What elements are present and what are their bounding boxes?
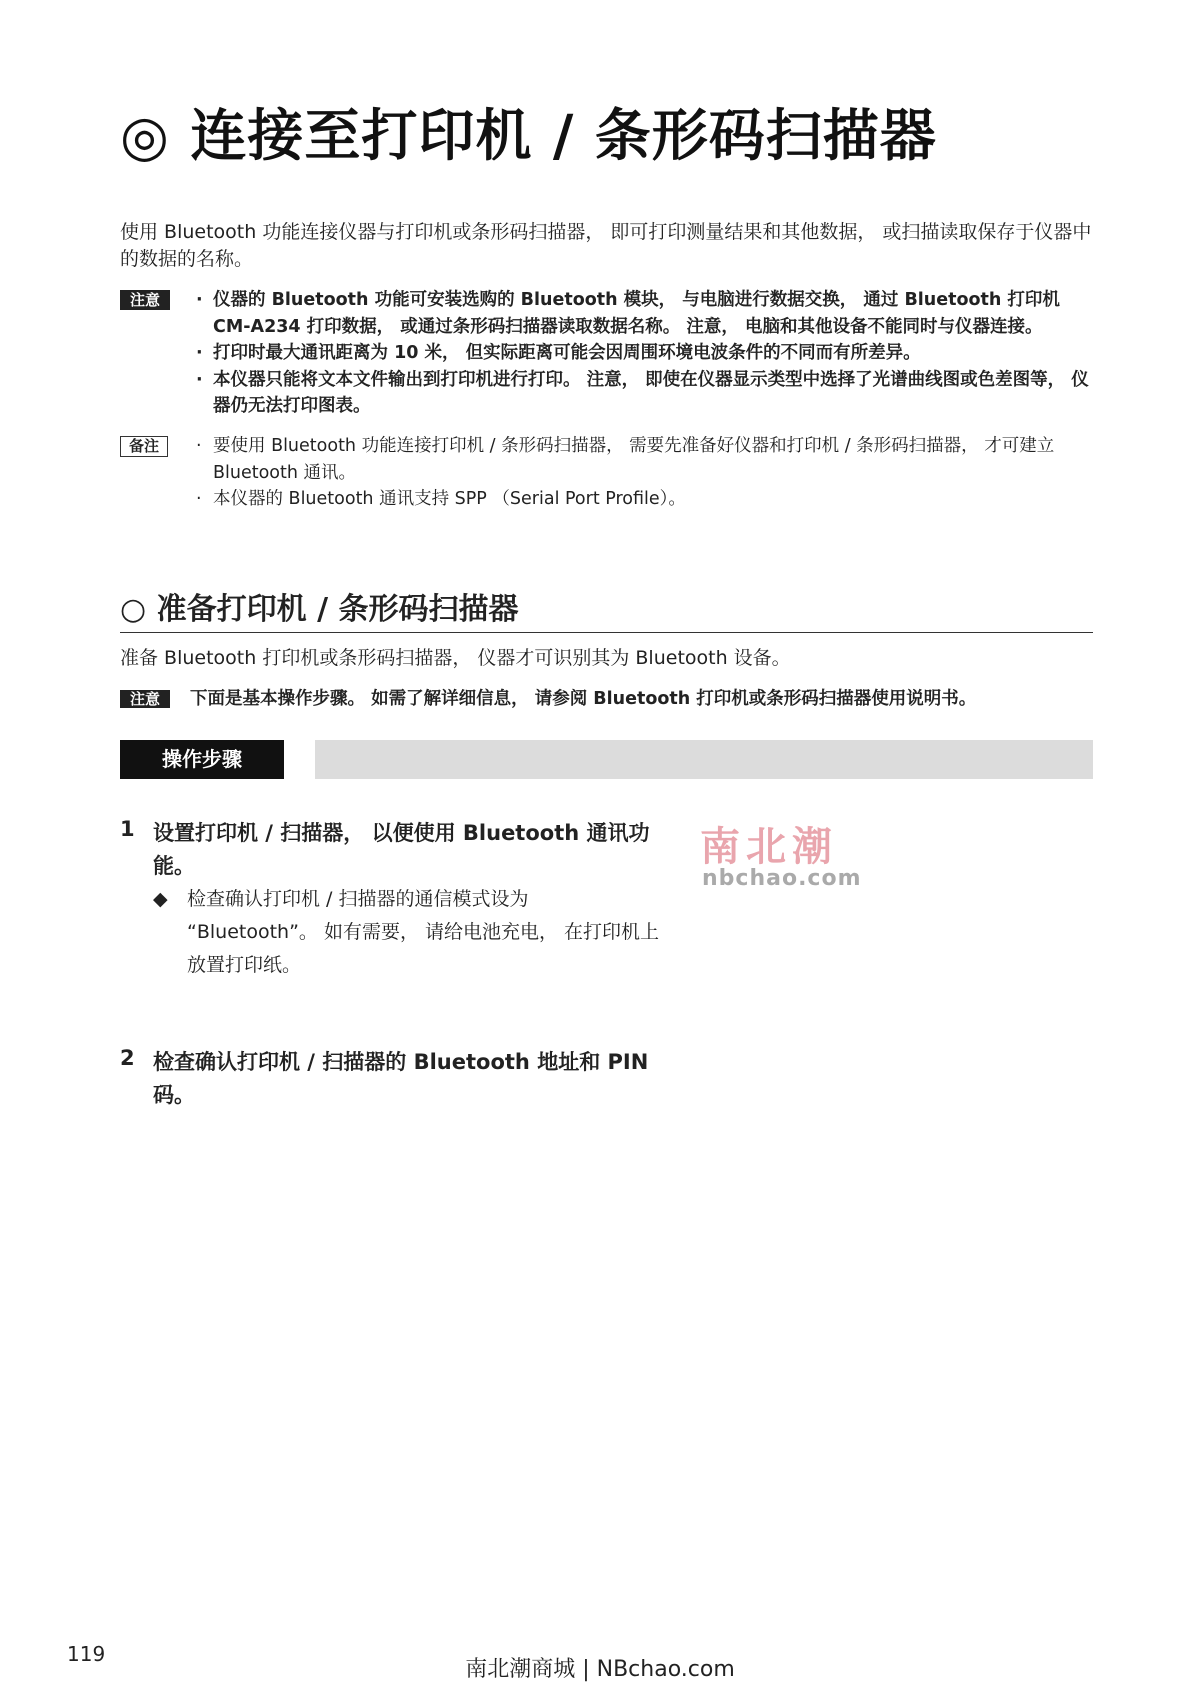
page-number: 119 (67, 1642, 106, 1666)
caution-text: 下面是基本操作步骤。 如需了解详细信息， 请参阅 Bluetooth 打印机或条形码扫描器使用说明书。 (190, 689, 977, 709)
section-caution (120, 685, 976, 710)
watermark-logo: 南北潮 (700, 824, 838, 870)
watermark-url: nbchao.com (702, 866, 862, 891)
step-heading: 检查确认打印机 / 扫描器的 Bluetooth 地址和 PIN 码。 (153, 1050, 649, 1107)
note-item: · 打印时最大通讯距离为 10 米， 但实际距离可能会因周围环境电波条件的不同而有所差异。 (196, 340, 1093, 367)
note-item: · 本仪器只能将文本文件输出到打印机进行打印。 注意， 即使在仪器显示类型中选择了光谱曲线图或色差图等， 仪器仍无法打印图表。 (196, 367, 1093, 420)
page-title: ◎ 连接至打印机 / 条形码扫描器 (120, 104, 937, 169)
note-item: · 要使用 Bluetooth 功能连接打印机 / 条形码扫描器， 需要先准备好仪器和打印机 / 条形码扫描器， 才可建立 Bluetooth 通讯。 (196, 433, 1093, 486)
caution-tag: 注意 (120, 690, 170, 708)
step-number: 2 (120, 1046, 135, 1070)
step-detail-text: 检查确认打印机 / 扫描器的通信模式设为 “Bluetooth”。 如有需要， 请给电池充电， 在打印机上放置打印纸。 (187, 888, 660, 976)
diamond-bullet-icon: ◆ (153, 888, 168, 910)
step-heading: 设置打印机 / 扫描器， 以便使用 Bluetooth 通讯功能。 (153, 821, 650, 878)
memo-tag: 备注 (120, 436, 168, 457)
steps-bar-fill (315, 740, 1093, 779)
section-text: 准备 Bluetooth 打印机或条形码扫描器， 仪器才可识别其为 Bluetooth 设备。 (120, 647, 791, 669)
note-item: · 仪器的 Bluetooth 功能可安装选购的 Bluetooth 模块， 与电脑进行数据交换， 通过 Bluetooth 打印机 CM-A234 打印数据， 或通过条形码扫描器读取数据名称。 注意， 电脑和其他设备不能同时与仪器连接。 (196, 287, 1093, 340)
section-heading: ○ 准备打印机 / 条形码扫描器 (120, 584, 1093, 633)
step-number: 1 (120, 817, 135, 841)
note-item: · 本仪器的 Bluetooth 通讯支持 SPP （Serial Port Profile）。 (196, 486, 1093, 513)
steps-label: 操作步骤 (120, 740, 284, 779)
memo-note (120, 433, 1093, 513)
footer-text: 南北潮商城 | NBchao.com (465, 1657, 735, 1682)
intro-text: 使用 Bluetooth 功能连接仪器与打印机或条形码扫描器， 即可打印测量结果和其他数据， 或扫描读取保存于仪器中的数据的名称。 (120, 221, 1092, 270)
step-detail (153, 883, 665, 982)
step-1 (120, 817, 665, 982)
step-2 (120, 1046, 665, 1112)
caution-tag: 注意 (120, 290, 170, 310)
steps-header (120, 740, 1093, 779)
caution-note (120, 287, 1093, 420)
